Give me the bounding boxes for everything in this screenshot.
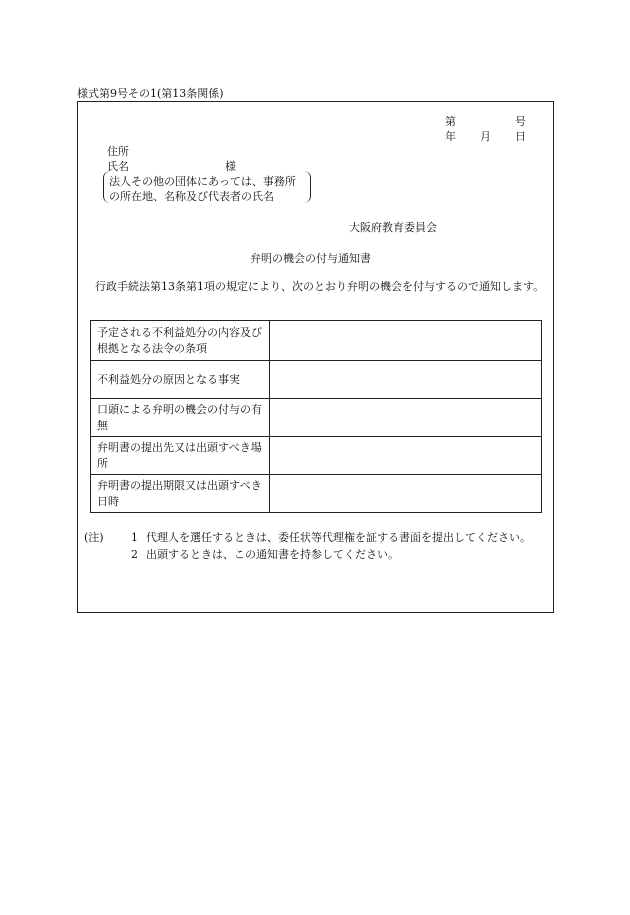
row-value xyxy=(270,321,542,361)
date-day: 日 xyxy=(515,130,526,143)
note-number: 1 xyxy=(131,531,138,544)
note-number: 2 xyxy=(131,548,138,561)
details-table xyxy=(90,320,542,513)
form-number: 様式第9号その1(第13条関係) xyxy=(77,87,224,100)
row-label: 口頭による弁明の機会の付与の有無 xyxy=(91,399,270,437)
doc-number-suffix: 号 xyxy=(515,115,526,128)
issuer: 大阪府教育委員会 xyxy=(349,221,437,234)
table-row xyxy=(91,321,542,361)
note-item xyxy=(84,546,531,563)
row-label: 予定される不利益処分の内容及び根拠となる法令の条項 xyxy=(91,321,270,361)
honorific: 様 xyxy=(225,160,236,173)
date-year: 年 xyxy=(445,130,456,143)
corporate-note-line1: 法人その他の団体にあっては、事務所 xyxy=(109,175,296,188)
table-row xyxy=(91,437,542,475)
address-label: 住所 xyxy=(107,145,129,158)
document-title: 弁明の機会の付与通知書 xyxy=(250,252,371,265)
table-row xyxy=(91,361,542,399)
note-text: 代理人を選任するときは、委任状等代理権を証する書面を提出してください。 xyxy=(146,531,531,544)
corporate-note-line2: の所在地、名称及び代表者の氏名 xyxy=(109,190,274,203)
row-label: 弁明書の提出期限又は出頭すべき日時 xyxy=(91,475,270,513)
doc-number-prefix: 第 xyxy=(445,115,456,128)
notes xyxy=(84,529,531,563)
date-month: 月 xyxy=(480,130,491,143)
body-text: 行政手続法第13条第1項の規定により、次のとおり弁明の機会を付与するので通知します。 xyxy=(95,280,545,293)
row-value xyxy=(270,437,542,475)
row-value xyxy=(270,399,542,437)
table-row xyxy=(91,399,542,437)
note-text: 出頭するときは、この通知書を持参してください。 xyxy=(146,548,399,561)
row-label: 不利益処分の原因となる事実 xyxy=(91,361,270,399)
name-label: 氏名 xyxy=(107,160,129,173)
row-value xyxy=(270,475,542,513)
notes-label: (注) xyxy=(84,531,104,544)
table-row xyxy=(91,475,542,513)
note-item xyxy=(84,529,531,546)
row-value xyxy=(270,361,542,399)
row-label: 弁明書の提出先又は出頭すべき場所 xyxy=(91,437,270,475)
